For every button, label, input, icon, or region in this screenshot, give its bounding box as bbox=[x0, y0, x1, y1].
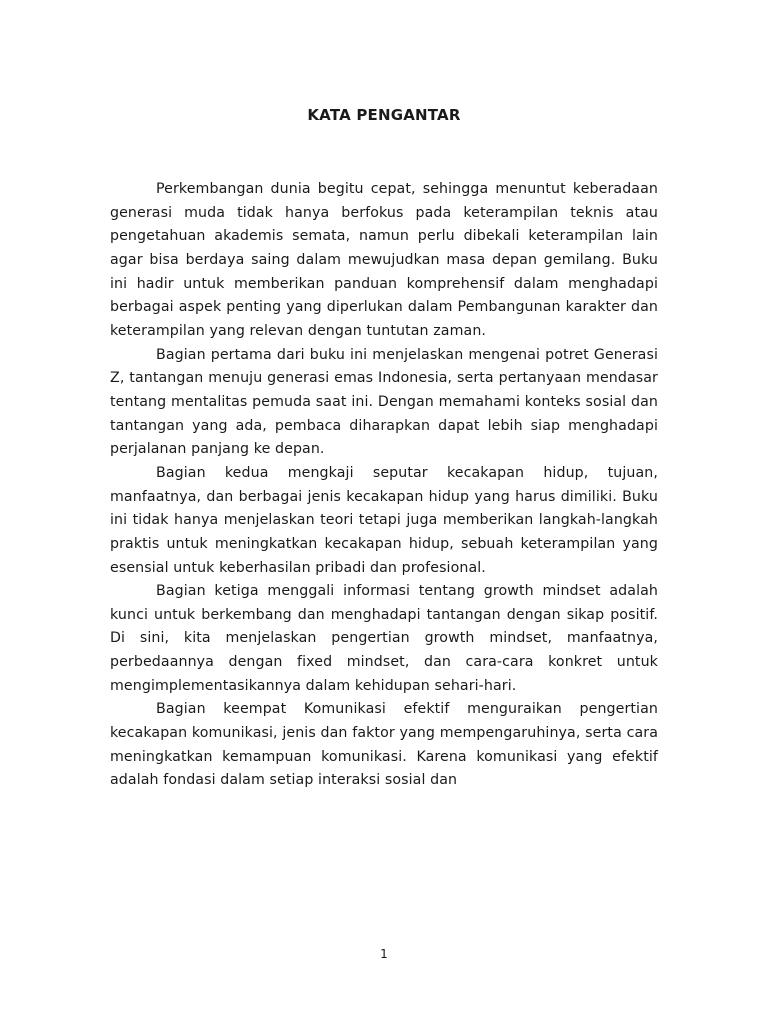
paragraph: Perkembangan dunia begitu cepat, sehingga menuntut keberadaan generasi muda tidak hanya berfokus pada keterampilan teknis atau pengetahuan akademis semata, namun perlu dibekali keterampilan lain agar bisa berdaya saing dalam mewujudkan masa depan gemilang. Buku ini hadir untuk memberikan panduan komprehensif dalam menghadapi berbagai aspek penting yang diperlukan dalam Pembangunan karakter dan keterampilan yang relevan dengan tuntutan zaman. bbox=[110, 181, 658, 339]
paragraph: Bagian pertama dari buku ini menjelaskan mengenai potret Generasi Z, tantangan menuju generasi emas Indonesia, serta pertanyaan mendasar tentang mentalitas pemuda saat ini. Dengan memahami konteks sosial dan tantangan yang ada, pembaca diharapkan dapat lebih siap menghadapi perjalanan panjang ke depan. bbox=[110, 346, 658, 458]
paragraph: Bagian ketiga menggali informasi tentang growth mindset adalah kunci untuk berkembang dan menghadapi tantangan dengan sikap positif. Di sini, kita menjelaskan pengertian growth mindset, manfaatnya, perbedaannya dengan fixed mindset, dan cara-cara konkret untuk mengimplementasikannya dalam kehidupan sehari-hari. bbox=[110, 583, 658, 694]
page-title: KATA PENGANTAR bbox=[307, 106, 461, 124]
paragraph: Bagian kedua mengkaji seputar kecakapan hidup, tujuan, manfaatnya, dan berbagai jenis kecakapan hidup yang harus dimiliki. Buku ini tidak hanya menjelaskan teori tetapi juga memberikan langkah-langkah praktis untuk meningkatkan kecakapan hidup, sebuah keterampilan yang esensial untuk keberhasilan pribadi dan profesional. bbox=[110, 464, 658, 576]
page-number: 1 bbox=[380, 947, 388, 961]
paragraph: Bagian keempat Komunikasi efektif menguraikan pengertian kecakapan komunikasi, jenis dan faktor yang mempengaruhinya, serta cara meningkatkan kemampuan komunikasi. Karena komunikasi yang efektif adalah fondasi dalam setiap interaksi sosial dan bbox=[110, 701, 658, 789]
body-text bbox=[110, 178, 658, 793]
